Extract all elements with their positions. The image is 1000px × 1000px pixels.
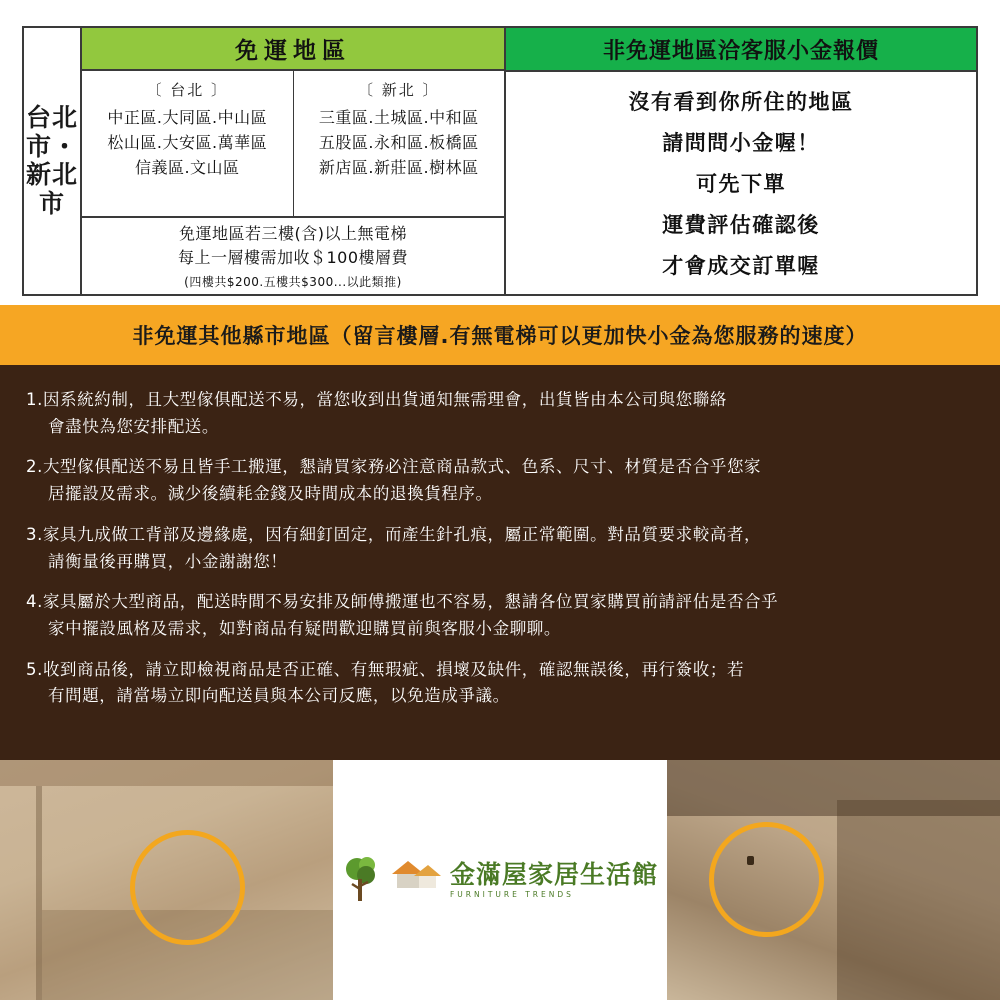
wood-shadow-right	[837, 800, 1000, 1000]
brand-logo-area	[333, 760, 667, 1000]
newtaipei-line-2: 五股區.永和區.板橋區	[318, 132, 479, 152]
paid-line-3: 可先下單	[696, 172, 786, 196]
term-5-line-2: 有問題，請當場立即向配送員與本公司反應，以免造成爭議。	[48, 686, 510, 706]
paid-line-5: 才會成交訂單喔	[662, 254, 820, 278]
city-row	[82, 71, 504, 216]
brand-logo	[342, 853, 658, 907]
floor-fee-line-2: 每上一層樓需加收＄100樓層費	[177, 248, 409, 267]
term-1-line-1: 1.因系統約制，且大型傢俱配送不易，當您收到出貨通知無需理會，出貨皆由本公司與您聯絡	[26, 390, 727, 409]
taipei-line-3: 信義區.文山區	[134, 157, 240, 177]
taipei-city-box	[82, 71, 294, 216]
floor-fee-note	[82, 216, 504, 294]
taipei-line-1: 中正區.大同區.中山區	[107, 108, 268, 128]
term-2-line-1: 2.大型傢俱配送不易且皆手工搬運，懇請買家務必注意商品款式、色系、尺寸、材質是否合乎您家	[26, 457, 762, 477]
term-4-line-2: 家中擺設風格及需求，如對商品有疑問歡迎購買前與客服小金聊聊。	[48, 619, 561, 639]
region-label	[24, 28, 82, 294]
other-region-banner: 非免運其他縣市地區（留言樓層.有無電梯可以更加快小金為您服務的速度）	[0, 305, 1000, 365]
free-shipping-header: 免運地區	[82, 28, 504, 71]
paid-shipping-column	[506, 28, 976, 294]
floor-fee-line-1: 免運地區若三樓(含)以上無電梯	[179, 224, 407, 243]
term-5-line-1: 5.收到商品後，請立即檢視商品是否正確、有無瑕疵、損壞及缺件，確認無誤後，再行簽收；若	[26, 659, 745, 679]
paid-line-1: 沒有看到你所住的地區	[628, 90, 854, 114]
tree-icon	[342, 853, 386, 907]
term-item-4	[26, 589, 974, 642]
newtaipei-line-3: 新店區.新莊區.樹林區	[318, 157, 479, 177]
floor-fee-small: (四樓共$200.五樓共$300...以此類推)	[184, 275, 402, 289]
paid-shipping-body	[506, 72, 976, 294]
wood-edge-top	[0, 760, 333, 786]
taipei-title: 〔 台北 〕	[146, 81, 229, 100]
paid-line-4: 運費評估確認後	[662, 213, 820, 237]
newtaipei-line-1: 三重區.土城區.中和區	[318, 108, 479, 128]
brand-tagline: FURNITURE TRENDS	[449, 889, 574, 899]
product-detail-photos	[0, 760, 1000, 1000]
shipping-table	[22, 26, 978, 296]
brand-text	[449, 859, 658, 899]
paid-line-2: 請問問小金喔！	[662, 131, 820, 155]
detail-photo-right	[667, 760, 1000, 1000]
region-label-text: 台北市・新北市	[25, 103, 78, 218]
term-4-line-1: 4.家具屬於大型商品，配送時間不易安排及師傅搬運也不容易，懇請各位買家購買前請評估是否合乎	[26, 592, 779, 612]
house-icon	[388, 856, 444, 890]
term-item-3	[26, 522, 974, 575]
brand-name: 金滿屋家居生活館	[449, 859, 658, 889]
paid-shipping-header: 非免運地區洽客服小金報價	[506, 28, 976, 72]
defect-highlight-circle-left	[130, 830, 245, 945]
term-3-line-1: 3.家具九成做工背部及邊緣處，因有細釘固定，而產生針孔痕，屬正常範圍。對品質要求較高者，	[26, 524, 762, 544]
newtaipei-city-box	[294, 71, 505, 216]
term-item-1	[26, 387, 974, 440]
newtaipei-title: 〔 新北 〕	[357, 81, 440, 100]
taipei-line-2: 松山區.大安區.萬華區	[107, 132, 268, 152]
defect-highlight-circle-right	[709, 822, 824, 937]
free-shipping-column	[82, 28, 506, 294]
terms-section	[0, 365, 1000, 760]
detail-photo-left	[0, 760, 333, 1000]
term-2-line-2: 居擺設及需求。減少後續耗金錢及時間成本的退換貨程序。	[48, 484, 493, 504]
term-1-line-2: 會盡快為您安排配送。	[48, 416, 219, 436]
term-item-2	[26, 454, 974, 507]
term-item-5	[26, 657, 974, 710]
term-3-line-2: 請衡量後再購買，小金謝謝您！	[48, 551, 288, 571]
